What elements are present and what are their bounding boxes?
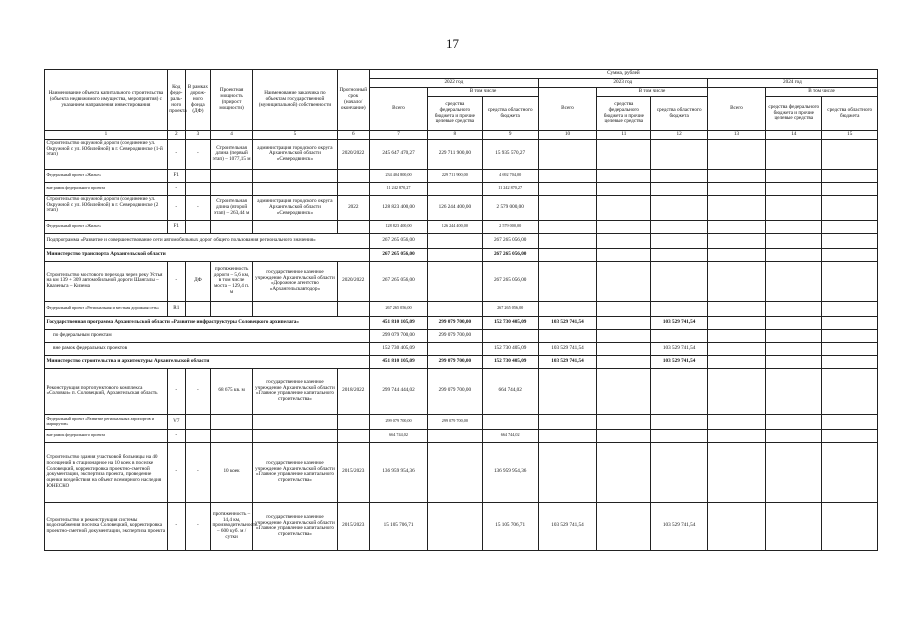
table-row (45, 301, 878, 316)
term: 2015/2023 (337, 502, 369, 550)
col-number: 6 (337, 131, 369, 140)
fed-2022: 299 079 700,00 (428, 368, 482, 414)
col-number: 10 (538, 131, 596, 140)
capacity: Строительная длина (первый этап) – 1077,15 м (210, 139, 252, 169)
ministry-name: Министерство транспорта Архангельской области (45, 248, 370, 261)
reg-2022: 15 935 570,27 (482, 139, 538, 169)
road-fund: - (185, 442, 210, 502)
object-name: Строительство окружной дороги (соединение ул. Окружной с ул. Юбилейной) в г. Северодвинске (1-й этап) (45, 139, 168, 169)
fed-project-code: R1 (167, 301, 185, 316)
col-number: 9 (482, 131, 538, 140)
reg-2022: 267 265 056,00 (482, 233, 538, 248)
table-row (45, 233, 878, 248)
reg-2022: 11 242 870,27 (482, 182, 538, 195)
fed-2022: 229 711 900,00 (428, 169, 482, 182)
total-2023: 103 529 741,54 (538, 342, 596, 355)
object-name: Реконструкция портопунктового комплекса «Соловки» п. Соловецкий, Архангельская область (45, 368, 168, 414)
total-2022: 136 959 954,36 (369, 442, 427, 502)
total-2022: 299 744 444,02 (369, 368, 427, 414)
fed-project-code: - (167, 368, 185, 414)
table-row (45, 195, 878, 220)
header-in-that-2022: В том числе (428, 88, 539, 97)
customer: администрация городского округа Архангельской области «Северодвинск» (253, 139, 337, 169)
header-reg-2023: средства областного бюджета (651, 97, 707, 131)
fed-project-code: - (167, 261, 185, 301)
term: 2020/2022 (337, 139, 369, 169)
road-fund: - (185, 368, 210, 414)
table-row (45, 139, 878, 169)
table-row (45, 368, 878, 414)
table-row (45, 182, 878, 195)
header-fed-2024: средства федерального бюджета и прочие целевые средства (766, 97, 822, 131)
capacity: Строительная длина (второй этап) – 263,44 м (210, 195, 252, 220)
total-2022: 128 823 400,00 (369, 195, 427, 220)
total-2023: 103 529 741,54 (538, 316, 596, 329)
header-fed-2023: средства федерального бюджета и прочие целевые средства (597, 97, 651, 131)
customer: государственное казенное учреждение Архангельской области «Главное управление капитального строительства» (253, 502, 337, 550)
col-number: 3 (185, 131, 210, 140)
table-row (45, 429, 878, 442)
header-total-2024: Всего (707, 88, 765, 131)
header-total-2022: Всего (369, 88, 427, 131)
table-row (45, 414, 878, 429)
reg-2022: 4 692 704,00 (482, 169, 538, 182)
object-name: Федеральный проект «Жилье» (45, 220, 168, 233)
reg-2022: 2 579 000,00 (482, 195, 538, 220)
investment-table (44, 69, 878, 551)
term: 2020/2022 (337, 261, 369, 301)
fed-2022: 126 244 400,00 (428, 195, 482, 220)
fed-2022: 229 711 900,00 (428, 139, 482, 169)
total-2022: 664 744,02 (369, 429, 427, 442)
reg-2022: 267 265 056,00 (482, 301, 538, 316)
col-number: 12 (651, 131, 707, 140)
page-number: 17 (446, 36, 459, 51)
capacity: 10 коек (210, 442, 252, 502)
header-road-fund: В рамках дорож-ного фонда (ДФ) (185, 70, 210, 131)
outside-fed-projects: вне рамок федеральных проектов (45, 342, 370, 355)
header-fed-2022: средства федерального бюджета и прочие целевые средства (428, 97, 482, 131)
total-2022: 299 079 700,00 (369, 329, 427, 342)
subprogram-name: Подпрограмма «Развитие и совершенствование сети автомобильных дорог общего пользования регионального значения» (45, 233, 370, 248)
fed-project-code: V7 (167, 414, 185, 429)
header-in-that-2024: В том числе (766, 88, 878, 97)
capacity: протяженность – 14,4 км, производительность – 600 куб. м / сутки (210, 502, 252, 550)
header-code: Код феде-раль-ного проекта (167, 70, 185, 131)
fed-2022: 299 079 700,00 (428, 329, 482, 342)
header-customer: Наименование заказчика по объектам государственной (муниципальной) собственности (253, 70, 337, 131)
table-row (45, 329, 878, 342)
total-2022: 267 265 056,00 (369, 301, 427, 316)
reg-2022: 152 730 405,09 (482, 342, 538, 355)
reg-2022: 267 265 056,00 (482, 261, 538, 301)
road-fund: - (185, 139, 210, 169)
header-name: Наименование объекта капитального строительства (объекта недвижимого имущества, мероприятия) с указанием направления инвестирования (45, 70, 168, 131)
header-year-2022: 2022 год (369, 79, 538, 88)
customer: государственное казенное учреждение Архангельской области «Главное управление капитального строительства» (253, 442, 337, 502)
reg-2022: 664 744,02 (482, 368, 538, 414)
fed-project-code: - (167, 195, 185, 220)
header-capacity: Проектная мощность (прирост мощности) (210, 70, 252, 131)
object-name: вне рамок федерального проекта (45, 182, 168, 195)
table-row (45, 169, 878, 182)
total-2023: 103 529 741,54 (538, 355, 596, 368)
fed-2022: 299 079 700,00 (428, 414, 482, 429)
fed-project-code: - (167, 139, 185, 169)
by-fed-projects: по федеральным проектам (45, 329, 370, 342)
road-fund: - (185, 502, 210, 550)
total-2022: 152 730 405,09 (369, 342, 427, 355)
reg-2023: 103 529 741,54 (651, 342, 707, 355)
object-name: Строительство окружной дороги (соединение ул. Окружной с ул. Юбилейной) в г. Северодвинске (2 этап) (45, 195, 168, 220)
header-year-2024: 2024 год (707, 79, 877, 88)
customer: государственное казенное учреждение Архангельской области «Дорожное агентство «Архангельскавтодор» (253, 261, 337, 301)
fed-project-code: F1 (167, 220, 185, 233)
reg-2022: 267 265 056,00 (482, 248, 538, 261)
fed-project-code: - (167, 442, 185, 502)
term: 2018/2022 (337, 368, 369, 414)
col-number: 4 (210, 131, 252, 140)
reg-2022: 15 105 706,71 (482, 502, 538, 550)
reg-2022: 152 730 405,09 (482, 316, 538, 329)
total-2022: 267 265 056,00 (369, 261, 427, 301)
fed-2022: 126 244 400,00 (428, 220, 482, 233)
reg-2022: 136 959 954,36 (482, 442, 538, 502)
table-row (45, 316, 878, 329)
reg-2022: 152 730 405,09 (482, 355, 538, 368)
table-row (45, 220, 878, 233)
object-name: вне рамок федерального проекта (45, 429, 168, 442)
fed-project-code: - (167, 182, 185, 195)
col-number: 5 (253, 131, 337, 140)
fed-project-code: F1 (167, 169, 185, 182)
object-name: Строительство и реконструкция системы водоснабжения поселка Соловецкий, корректировка проектно-сметной документации, экспертиза проекта (45, 502, 168, 550)
total-2022: 267 265 056,00 (369, 233, 427, 248)
col-number: 7 (369, 131, 427, 140)
program-name: Государственная программа Архангельской области «Развитие инфраструктуры Соловецкого архипелага» (45, 316, 370, 329)
reg-2023: 103 529 741,54 (651, 316, 707, 329)
total-2022: 245 647 470,27 (369, 139, 427, 169)
total-2022: 15 105 706,71 (369, 502, 427, 550)
reg-2023: 103 529 741,54 (651, 502, 707, 550)
table-row (45, 355, 878, 368)
header-year-2023: 2023 год (538, 79, 707, 88)
total-2022: 128 823 400,00 (369, 220, 427, 233)
total-2022: 451 810 105,09 (369, 316, 427, 329)
table-row (45, 502, 878, 550)
fed-2022: 299 079 700,00 (428, 355, 482, 368)
header-reg-2024: средства областного бюджета (822, 97, 878, 131)
header-total-2023: Всего (538, 88, 596, 131)
road-fund: - (185, 195, 210, 220)
reg-2022: 2 579 000,00 (482, 220, 538, 233)
col-number: 8 (428, 131, 482, 140)
term: 2015/2023 (337, 442, 369, 502)
column-numbers-row (45, 131, 878, 140)
reg-2023: 103 529 741,54 (651, 355, 707, 368)
object-name: Строительство здания участковой больницы на 40 посещений в стационарное на 10 коек в поселке Соловецкий, корректировка проектно-сметной документации, экспертиза проекта, проведение оценки воздействия на объект всемирного наследия ЮНЕСКО (45, 442, 168, 502)
ministry-name: Министерство строительства и архитектуры Архангельской области (45, 355, 370, 368)
customer: администрация городского округа Архангельской области «Северодвинск» (253, 195, 337, 220)
object-name: Федеральный проект «Жилье» (45, 169, 168, 182)
capacity: протяженность дороги – 5,6 км, в том числе моста – 129,4 п. м (210, 261, 252, 301)
table-row (45, 261, 878, 301)
capacity: 68 675 кв. м (210, 368, 252, 414)
customer: государственное казенное учреждение Архангельской области «Главное управление капитального строительства» (253, 368, 337, 414)
table-row (45, 248, 878, 261)
object-name: Строительство мостового перехода через реку Устья на км 139 + 309 автомобильной дороги Шангалы – Квазеньга – Кизема (45, 261, 168, 301)
header-reg-2022: средства областного бюджета (482, 97, 538, 131)
col-number: 14 (766, 131, 822, 140)
col-number: 15 (822, 131, 878, 140)
total-2022: 267 265 056,00 (369, 248, 427, 261)
road-fund: ДФ (185, 261, 210, 301)
total-2022: 451 810 105,09 (369, 355, 427, 368)
total-2023: 103 529 741,54 (538, 502, 596, 550)
header-sum: Сумма, рублей (369, 70, 877, 79)
object-name: Федеральный проект «Развитие региональных аэропортов и маршрутов» (45, 414, 168, 429)
col-number: 11 (597, 131, 651, 140)
fed-project-code: - (167, 429, 185, 442)
table-row (45, 342, 878, 355)
col-number: 1 (45, 131, 168, 140)
object-name: Федеральный проект «Региональная и местная дорожная сеть» (45, 301, 168, 316)
col-number: 13 (707, 131, 765, 140)
header-term: Прогнозный срок (начало/окончание) (337, 70, 369, 131)
fed-2022: 299 079 700,00 (428, 316, 482, 329)
total-2022: 11 242 870,27 (369, 182, 427, 195)
total-2022: 299 079 700,00 (369, 414, 427, 429)
header-in-that-2023: В том числе (597, 88, 708, 97)
total-2022: 234 404 800,00 (369, 169, 427, 182)
reg-2022: 664 744,02 (482, 429, 538, 442)
term: 2022 (337, 195, 369, 220)
col-number: 2 (167, 131, 185, 140)
table-row (45, 442, 878, 502)
fed-project-code: - (167, 502, 185, 550)
